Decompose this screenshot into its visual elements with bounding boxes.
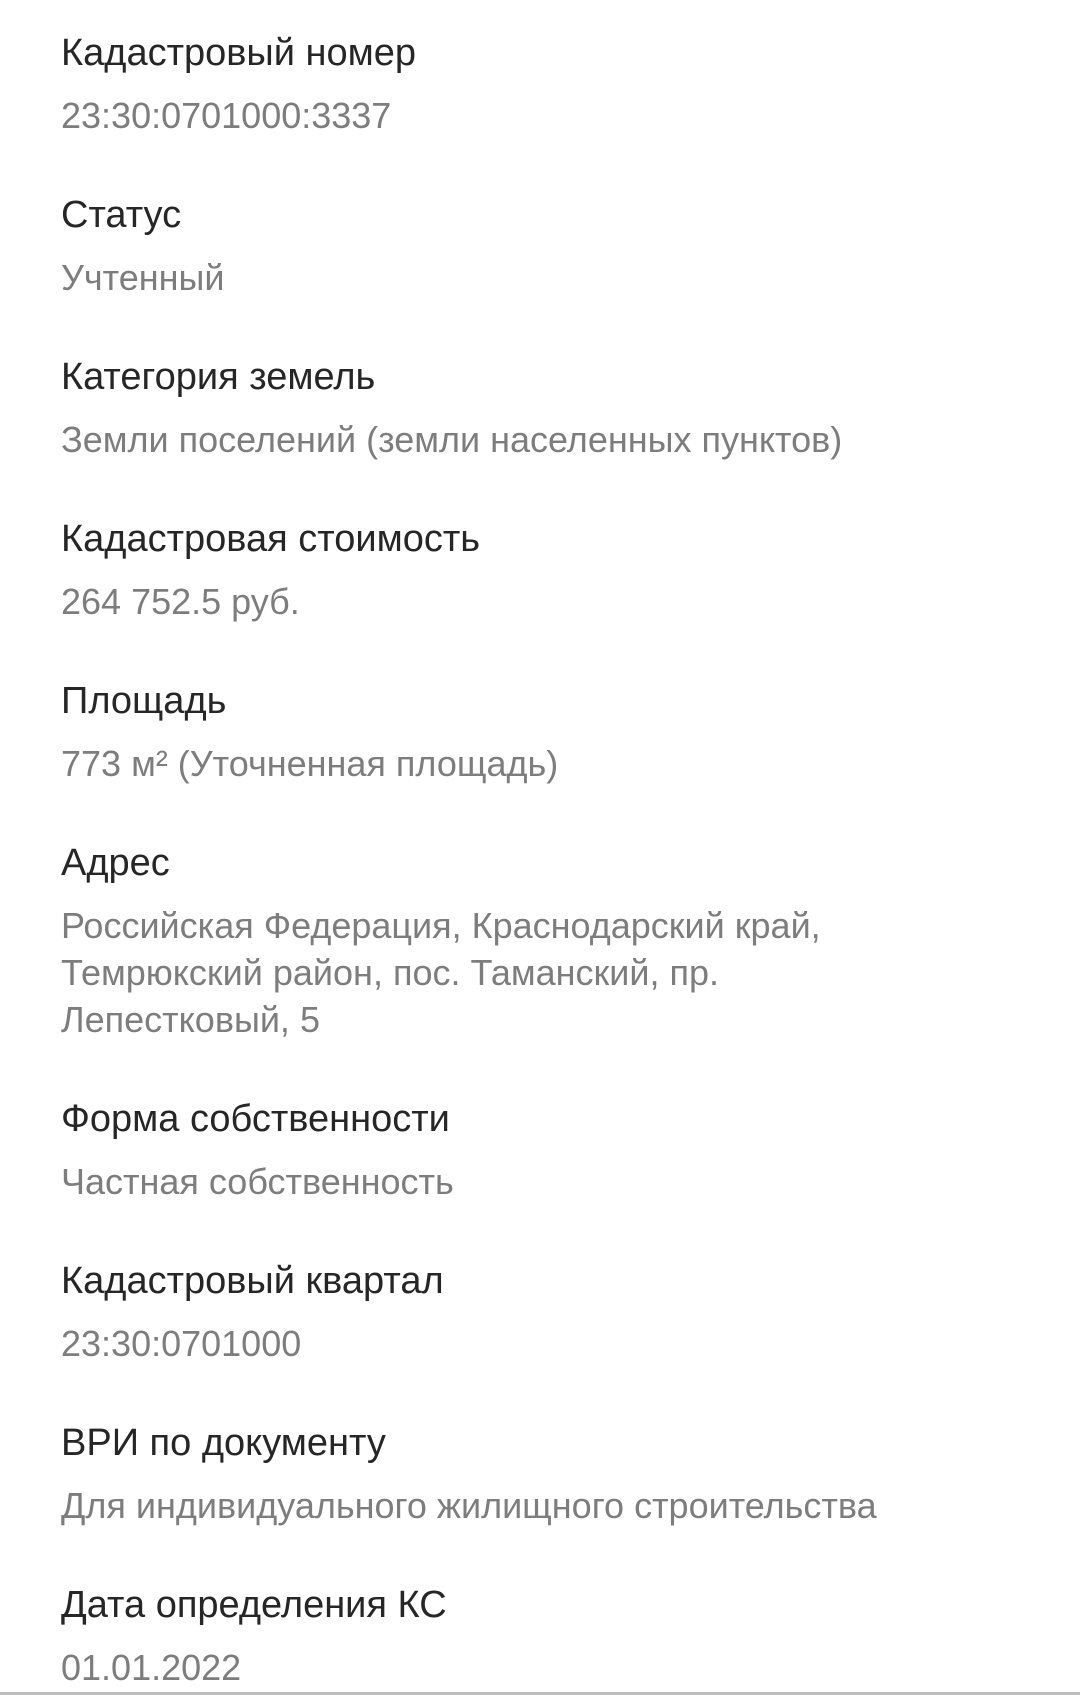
- field-status: [61, 192, 1021, 301]
- field-land-category: [61, 354, 1021, 463]
- field-label: Дата определения КС: [61, 1584, 447, 1626]
- field-label: ВРИ по документу: [61, 1422, 386, 1464]
- field-cadastral-number: [61, 30, 1021, 139]
- field-address: [61, 840, 951, 1043]
- bottom-divider: [0, 1692, 1080, 1695]
- field-ownership-form: [61, 1096, 1021, 1205]
- field-label: Адрес: [61, 842, 170, 884]
- field-cadastral-value: [61, 516, 1021, 625]
- field-value: Частная собственность: [61, 1161, 454, 1202]
- field-label: Площадь: [61, 680, 227, 722]
- field-value: 264 752.5 руб.: [61, 581, 300, 622]
- field-area: [61, 678, 1021, 787]
- field-label: Кадастровый квартал: [61, 1260, 444, 1302]
- field-label: Кадастровый номер: [61, 32, 417, 74]
- field-label: Категория земель: [61, 356, 376, 398]
- field-value: 23:30:0701000: [61, 1323, 302, 1364]
- field-value: Земли поселений (земли населенных пунктов): [61, 419, 843, 460]
- field-valuation-date: [61, 1582, 1021, 1691]
- field-label: Статус: [61, 194, 182, 236]
- field-value: Для индивидуального жилищного строительства: [61, 1485, 877, 1526]
- field-value: 23:30:0701000:3337: [61, 95, 392, 136]
- field-value: 773 м² (Уточненная площадь): [61, 743, 559, 784]
- field-value: 01.01.2022: [61, 1647, 242, 1688]
- field-value: Учтенный: [61, 257, 225, 298]
- field-permitted-use: [61, 1420, 1021, 1529]
- field-cadastral-quarter: [61, 1258, 1021, 1367]
- field-value: Российская Федерация, Краснодарский край, Темрюкский район, пос. Таманский, пр. Лепестковый, 5: [61, 905, 821, 1040]
- field-label: Форма собственности: [61, 1098, 450, 1140]
- field-label: Кадастровая стоимость: [61, 518, 481, 560]
